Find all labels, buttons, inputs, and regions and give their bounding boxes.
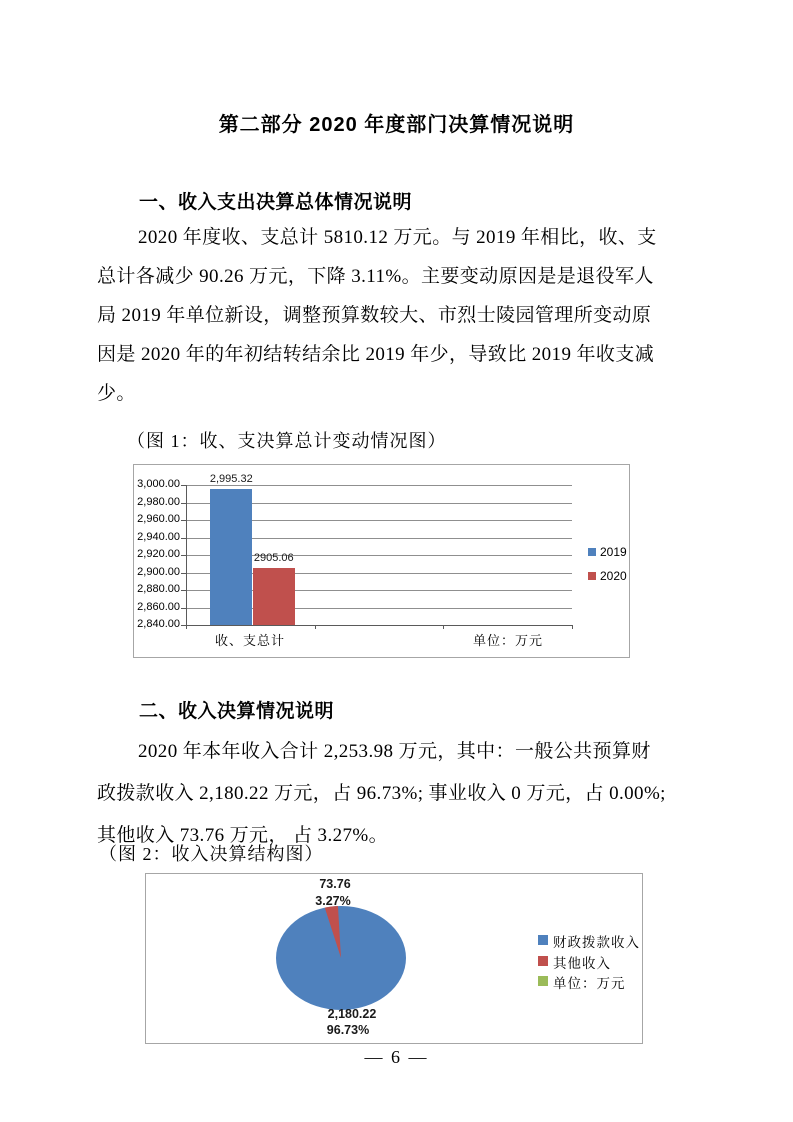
y-axis-tick-label: 2,840.00 [137,618,180,630]
bar-data-label-2020: 2905.06 [253,552,294,565]
legend-label-2020: 2020 [600,569,627,583]
paragraph-line: 2020 年本年收入合计 2,253.98 万元，其中：一般公共预算财 [138,741,651,762]
paragraph-line: 其他收入 73.76 万元， 占 3.27%。 [97,825,389,846]
y-axis-tick-label: 3,000.00 [137,478,180,490]
y-axis-tick-label: 2,980.00 [137,495,180,508]
legend-swatch-2020 [588,572,596,580]
y-axis-tick-label: 2,860.00 [137,600,180,613]
pie-chart-figure [145,873,643,1044]
y-axis-tick-label: 2,880.00 [137,583,180,595]
paragraph-line: 局 2019 年单位新设，调整预算数较大、市烈士陵园管理所变动原 [97,305,652,326]
legend-swatch [538,976,548,986]
pie-data-label-fiscal-value: 2,180.22 [327,1007,377,1021]
pie-data-label-other-value: 73.76 [319,877,351,891]
legend-label: 财政拨款收入 [553,935,640,950]
bar-data-label-2019: 2,995.32 [209,473,253,486]
pie-data-label-other-percent: 3.27% [315,894,351,908]
page-title: 第二部分 2020 年度部门决算情况说明 [218,114,575,136]
figure1-caption: （图 1：收、支决算总计变动情况图） [127,431,447,451]
legend-label: 其他收入 [553,955,611,971]
pie-chart-legend [146,874,642,1043]
legend-label: 单位：万元 [553,976,626,991]
paragraph-line: 少。 [97,383,136,404]
section2-heading: 二、收入决算情况说明 [139,701,335,722]
paragraph-line: 因是 2020 年的年初结转结余比 2019 年少，导致比 2019 年收支减 [97,344,655,365]
bar-chart-unit-label: 单位：万元 [472,633,543,648]
paragraph-line: 总计各减少 90.26 万元，下降 3.11%。主要变动原因是是退役军人 [97,266,654,287]
section1-heading: 一、收入支出决算总体情况说明 [139,192,413,213]
figure2-caption: （图 2：收入决算结构图） [99,844,324,864]
y-axis-tick-label: 2,960.00 [137,513,180,525]
pie-data-label-fiscal-percent: 96.73% [326,1023,370,1037]
legend-swatch-2019 [588,548,596,556]
bar-chart-figure [133,464,630,658]
bar-chart-legend [134,465,629,657]
y-axis-tick-label: 2,940.00 [137,530,180,543]
legend-label-2019: 2019 [600,545,627,559]
y-axis-tick-label: 2,920.00 [137,548,180,560]
page-number: — 6 — [364,1047,429,1067]
section1-paragraph [97,218,709,413]
legend-swatch [538,935,548,945]
paragraph-line: 政拨款收入 2,180.22 万元，占 96.73%; 事业收入 0 万元，占 0.00%; [97,783,666,804]
y-axis-tick-label: 2,900.00 [137,565,180,578]
section2-paragraph [97,731,715,857]
paragraph-line: 2020 年度收、支总计 5810.12 万元。与 2019 年相比，收、支 [138,227,657,248]
bar-chart-category-label: 收、支总计 [214,633,285,648]
legend-swatch [538,956,548,966]
